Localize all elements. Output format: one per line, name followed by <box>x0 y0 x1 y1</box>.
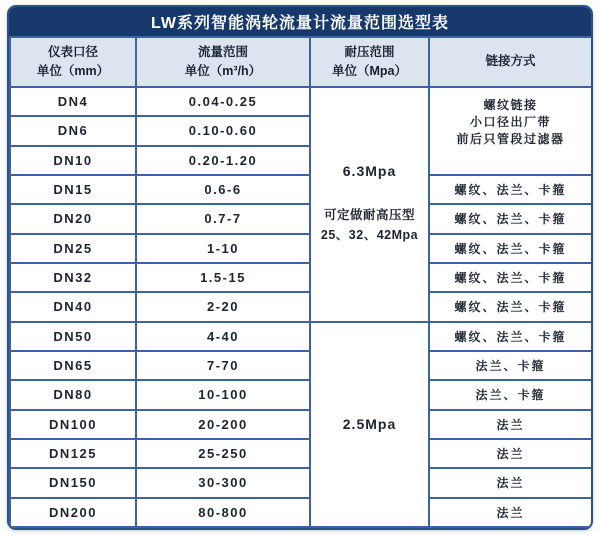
table-row <box>10 234 592 263</box>
connection-cell: 法兰 <box>429 439 592 468</box>
flow-cell: 0.6-6 <box>136 175 310 204</box>
header-pressure-range <box>310 37 429 87</box>
flow-cell: 4-40 <box>136 322 310 351</box>
connection-cell: 法兰、卡箍 <box>429 380 592 409</box>
flow-cell: 2-20 <box>136 292 310 321</box>
table-row <box>10 292 592 321</box>
flow-cell: 20-200 <box>136 410 310 439</box>
connection-cell: 法兰、卡箍 <box>429 351 592 380</box>
pressure-group-25 <box>310 322 429 527</box>
diameter-cell: DN4 <box>10 87 136 116</box>
table-row <box>10 204 592 233</box>
table-title: LW系列智能涡轮流量计流量范围选型表 <box>9 7 591 36</box>
table-row <box>10 468 592 497</box>
diameter-cell: DN25 <box>10 234 136 263</box>
flow-cell: 1.5-15 <box>136 263 310 292</box>
table-row <box>10 380 592 409</box>
header-flow-range <box>136 37 310 87</box>
header-diameter <box>10 37 136 87</box>
header-connection-line1: 链接方式 <box>485 54 536 69</box>
pressure-note-line2: 25、32、42Mpa <box>320 227 419 242</box>
table-row <box>10 498 592 527</box>
table-row <box>10 175 592 204</box>
diameter-cell: DN100 <box>10 410 136 439</box>
diameter-cell: DN125 <box>10 439 136 468</box>
connection-note-line2: 小口径出厂带 <box>469 115 551 129</box>
table-row <box>10 87 592 116</box>
diameter-cell: DN50 <box>10 322 136 351</box>
flow-selection-table <box>9 36 593 528</box>
table-row <box>10 410 592 439</box>
header-diameter-line1: 仪表口径 <box>47 44 98 59</box>
connection-note-line3: 前后只管段过滤器 <box>456 132 565 146</box>
flow-cell: 0.7-7 <box>136 204 310 233</box>
diameter-cell: DN80 <box>10 380 136 409</box>
flow-cell: 0.04-0.25 <box>136 87 310 116</box>
flow-cell: 25-250 <box>136 439 310 468</box>
table-row <box>10 263 592 292</box>
connection-cell: 螺纹、法兰、卡箍 <box>429 234 592 263</box>
flow-cell: 0.20-1.20 <box>136 146 310 175</box>
diameter-cell: DN10 <box>10 146 136 175</box>
flow-cell: 1-10 <box>136 234 310 263</box>
header-pressure-line1: 耐压范围 <box>344 44 395 59</box>
header-flow-line2: 单位（m³/h） <box>184 64 262 78</box>
diameter-cell: DN32 <box>10 263 136 292</box>
pressure-custom-note <box>311 206 428 245</box>
header-connection <box>429 37 592 87</box>
header-diameter-line2: 单位（mm） <box>36 64 110 78</box>
diameter-cell: DN150 <box>10 468 136 497</box>
pressure-value-63: 6.3Mpa <box>342 163 397 180</box>
table-row <box>10 439 592 468</box>
diameter-cell: DN200 <box>10 498 136 527</box>
diameter-cell: DN65 <box>10 351 136 380</box>
diameter-cell: DN15 <box>10 175 136 204</box>
diameter-cell: DN6 <box>10 116 136 145</box>
flow-cell: 10-100 <box>136 380 310 409</box>
connection-note-line1: 螺纹链接 <box>483 98 538 112</box>
table-row <box>10 351 592 380</box>
connection-cell: 螺纹、法兰、卡箍 <box>429 263 592 292</box>
flow-cell: 0.10-0.60 <box>136 116 310 145</box>
table-row <box>10 322 592 351</box>
connection-small-bore-note <box>429 87 592 175</box>
flow-cell: 80-800 <box>136 498 310 527</box>
flow-cell: 30-300 <box>136 468 310 497</box>
connection-cell: 螺纹、法兰、卡箍 <box>429 322 592 351</box>
connection-cell: 法兰 <box>429 498 592 527</box>
diameter-cell: DN40 <box>10 292 136 321</box>
pressure-value-25: 2.5Mpa <box>342 416 397 433</box>
diameter-cell: DN20 <box>10 204 136 233</box>
selection-table-panel <box>7 5 593 530</box>
connection-cell: 法兰 <box>429 468 592 497</box>
connection-cell: 螺纹、法兰、卡箍 <box>429 204 592 233</box>
header-flow-line1: 流量范围 <box>197 44 248 59</box>
pressure-group-63 <box>310 87 429 322</box>
connection-cell: 螺纹、法兰、卡箍 <box>429 175 592 204</box>
pressure-note-line1: 可定做耐高压型 <box>323 208 415 223</box>
connection-cell: 法兰 <box>429 410 592 439</box>
connection-cell: 螺纹、法兰、卡箍 <box>429 292 592 321</box>
flow-cell: 7-70 <box>136 351 310 380</box>
header-row <box>10 37 592 87</box>
header-pressure-line2: 单位（Mpa） <box>331 64 407 78</box>
